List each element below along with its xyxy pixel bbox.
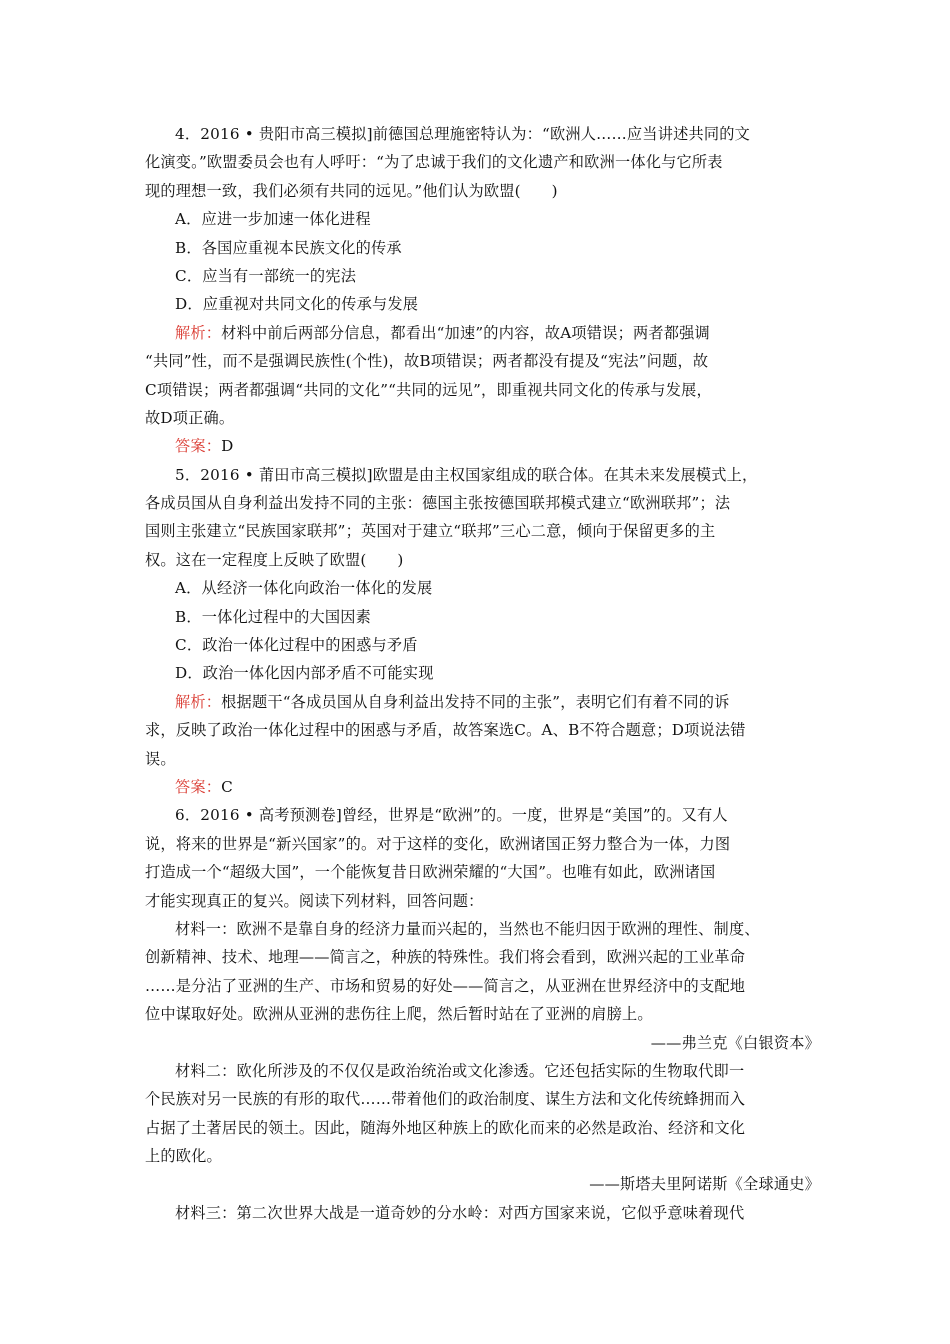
material-2-line: 上的欧化。 (145, 1147, 222, 1166)
answer-label: 答案： (175, 437, 222, 456)
q5-option-a: A．从经济一体化向政治一体化的发展 (175, 579, 433, 598)
document-page (145, 120, 820, 1227)
q4-analysis-line: C项错误；两者都强调“共同的文化”“共同的远见”，即重视共同文化的传承与发展， (145, 380, 712, 399)
answer-value: C (221, 777, 233, 796)
material-2-line: 个民族对另一民族的有形的取代……带着他们的政治制度、谋生方法和文化传统蜂拥而入 (145, 1090, 746, 1109)
q5-stem-line: 各成员国从自身利益出发持不同的主张：德国主张按德国联邦模式建立“欧洲联邦”；法 (145, 494, 731, 513)
question-6 (145, 801, 820, 1227)
question-4 (145, 120, 820, 461)
material-3-line: 材料三：第二次世界大战是一道奇妙的分水岭：对西方国家来说，它似乎意味着现代 (175, 1203, 745, 1222)
q5-stem-line: 国则主张建立“民族国家联邦”；英国对于建立“联邦”三心二意，倾向于保留更多的主 (145, 522, 716, 541)
material-1-source: ——弗兰克《白银资本》 (650, 1033, 820, 1052)
material-2-line: 材料二：欧化所涉及的不仅仅是政治统治或文化渗透。它还包括实际的生物取代即一 (175, 1061, 745, 1080)
q4-option-a: A．应进一步加速一体化进程 (175, 210, 371, 229)
q5-option-d: D．政治一体化因内部矛盾不可能实现 (175, 664, 434, 683)
material-1-line: 材料一：欧洲不是靠自身的经济力量而兴起的，当然也不能归因于欧洲的理性、制度、 (175, 919, 760, 938)
q4-answer (145, 432, 820, 460)
question-5 (145, 461, 820, 802)
q5-stem-line: 5．2016 • 莆田市高三模拟]欧盟是由主权国家组成的联合体。在其未来发展模式上， (175, 465, 758, 484)
answer-label: 答案： (175, 777, 222, 796)
q4-stem-line: 现的理想一致，我们必须有共同的远见。”他们认为欧盟( ) (145, 181, 558, 200)
q5-stem-line: 权。这在一定程度上反映了欧盟( ) (145, 550, 404, 569)
q6-stem-line: 打造成一个“超级大国”，一个能恢复昔日欧洲荣耀的“大国”。也唯有如此，欧洲诸国 (145, 863, 716, 882)
q5-analysis-line: 求，反映了政治一体化过程中的困惑与矛盾，故答案选C。A、B不符合题意；D项说法错 (145, 721, 746, 740)
analysis-text: 材料中前后两部分信息，都看出“加速”的内容，故A项错误；两者都强调 (221, 323, 710, 342)
q6-stem-line: 才能实现真正的复兴。阅读下列材料，回答问题： (145, 891, 484, 910)
q5-option-b: B．一体化过程中的大国因素 (175, 607, 372, 626)
q4-option-b: B．各国应重视本民族文化的传承 (175, 238, 402, 257)
q4-option-c: C．应当有一部统一的宪法 (175, 266, 357, 285)
q6-stem-line: 6．2016 • 高考预测卷]曾经，世界是“欧洲”的。一度，世界是“美国”的。又有人 (175, 806, 728, 825)
q5-answer (145, 773, 820, 801)
q4-analysis-line: 故D项正确。 (145, 408, 235, 427)
q5-analysis (145, 688, 820, 716)
analysis-label: 解析： (175, 692, 222, 711)
q5-option-c: C．政治一体化过程中的困惑与矛盾 (175, 636, 418, 655)
q6-stem-line: 说，将来的世界是“新兴国家”的。对于这样的变化，欧洲诸国正努力整合为一体，力图 (145, 834, 731, 853)
analysis-label: 解析： (175, 323, 222, 342)
material-1-line: ……是分沾了亚洲的生产、市场和贸易的好处——简言之，从亚洲在世界经济中的支配地 (145, 976, 746, 995)
q4-stem-line: 4．2016 • 贵阳市高三模拟]前德国总理施密特认为：“欧洲人……应当讲述共同的文 (175, 125, 751, 143)
analysis-text: 根据题干“各成员国从自身利益出发持不同的主张”，表明它们有着不同的诉 (221, 692, 730, 711)
material-2-line: 占据了土著居民的领土。因此，随海外地区种族上的欧化而来的必然是政治、经济和文化 (145, 1118, 746, 1137)
answer-value: D (221, 437, 234, 456)
material-2-source: ——斯塔夫里阿诺斯《全球通史》 (589, 1175, 820, 1194)
material-1-line: 位中谋取好处。欧洲从亚洲的悲伤往上爬，然后暂时站在了亚洲的肩膀上。 (145, 1005, 653, 1024)
material-1-line: 创新精神、技术、地理——简言之，种族的特殊性。我们将会看到，欧洲兴起的工业革命 (145, 948, 746, 967)
q4-stem-line: 化演变。”欧盟委员会也有人呼吁：“为了忠诚于我们的文化遗产和欧洲一体化与它所表 (145, 153, 723, 172)
q4-analysis (145, 319, 820, 347)
q4-analysis-line: “共同”性，而不是强调民族性(个性)，故B项错误；两者都没有提及“宪法”问题，故 (145, 352, 709, 371)
q4-option-d: D．应重视对共同文化的传承与发展 (175, 295, 419, 314)
q5-analysis-line: 误。 (145, 749, 176, 768)
